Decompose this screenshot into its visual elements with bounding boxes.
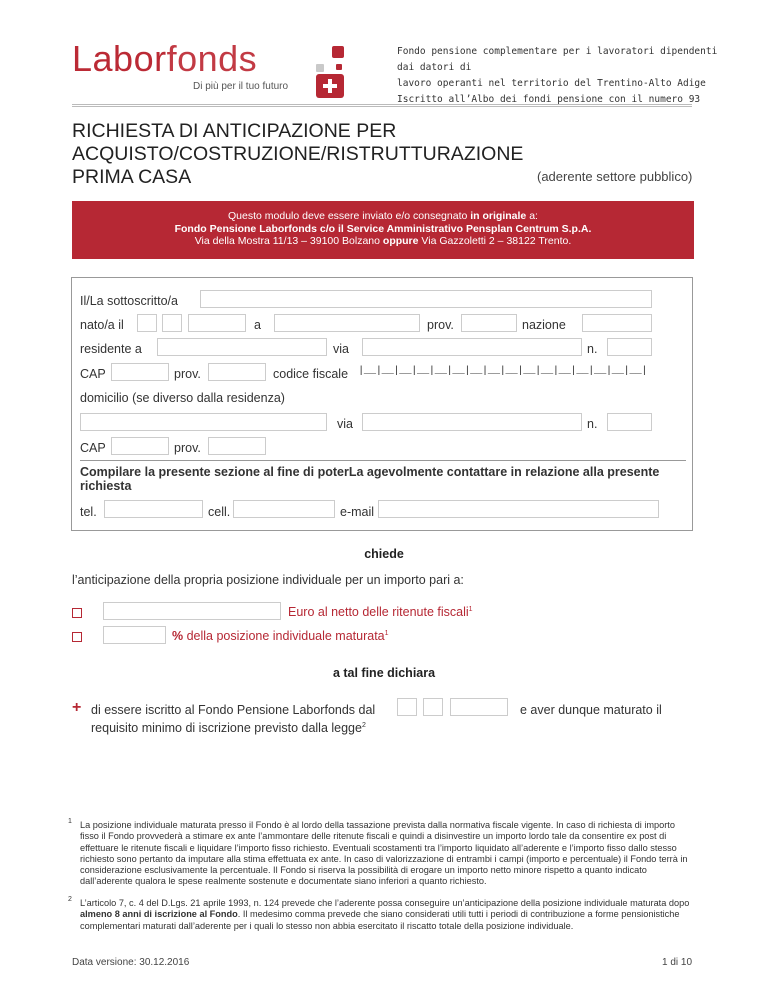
dichiara-text: di essere iscritto al Fondo Pensione Laborfonds dal requisito minimo di iscrizione previsto dalla legge$^2$ xyxy=(91,703,376,736)
percentuale-checkbox[interactable] xyxy=(72,632,82,642)
domicilio-cap-field[interactable] xyxy=(111,437,169,455)
logo-tagline: Di più per il tuo futuro xyxy=(193,81,289,92)
header-info-line: lavoro operanti nel territorio del Trentino-Alto Adige xyxy=(397,78,706,89)
cap-label: CAP xyxy=(80,367,106,381)
domicilio-field[interactable] xyxy=(80,413,327,431)
residenza-field[interactable] xyxy=(157,338,327,356)
logo-wordmark: Laborfonds xyxy=(72,38,258,79)
nato-label: nato/a il xyxy=(80,318,124,332)
numero-field[interactable] xyxy=(607,338,652,356)
prov-field[interactable] xyxy=(208,363,266,381)
birth-year-field[interactable] xyxy=(188,314,246,332)
notice-box: Questo modulo deve essere inviato e/o consegnato in originale a: Fondo Pensione Laborfonds c/o il Service Amministrativo Pensplan Centrum S.p.A. Via della Mostra 11/13 – 39100 Bolzano oppure Via Gazzoletti 2 – 38122 Trento. xyxy=(72,201,694,259)
iscrizione-year-field[interactable] xyxy=(450,698,508,716)
dichiara-heading: a tal fine dichiara xyxy=(332,666,436,680)
version-date: Data versione: 30.12.2016 xyxy=(72,957,190,968)
luogo-label: a xyxy=(254,318,261,332)
nome-field[interactable] xyxy=(200,290,652,308)
importo-checkbox[interactable] xyxy=(72,608,82,618)
cell-field[interactable] xyxy=(233,500,335,518)
plus-icon: + xyxy=(72,699,82,716)
email-field[interactable] xyxy=(378,500,659,518)
header-info xyxy=(397,44,727,108)
numero-label: n. xyxy=(587,417,598,431)
importo-label: Euro al netto delle ritenute fiscali$^1$ xyxy=(288,605,473,619)
prov-label: prov. xyxy=(427,318,454,332)
via-label: via xyxy=(333,342,349,356)
prov-label: prov. xyxy=(174,441,201,455)
domicilio-label: domicilio (se diverso dalla residenza) xyxy=(80,391,285,405)
sottoscritto-label: Il/La sottoscritto/a xyxy=(80,294,178,308)
email-label: e-mail xyxy=(340,505,375,519)
nazione-label: nazione xyxy=(522,318,566,332)
cap-field[interactable] xyxy=(111,363,169,381)
iscrizione-month-field[interactable] xyxy=(423,698,443,716)
chiede-heading: chiede xyxy=(364,547,404,561)
birth-prov-field[interactable] xyxy=(461,314,517,332)
birth-day-field[interactable] xyxy=(137,314,157,332)
page-title: RICHIESTA DI ANTICIPAZIONE PER ACQUISTO/COSTRUZIONE/RISTRUTTURAZIONE PRIMA CASA xyxy=(72,120,524,188)
domicilio-prov-field[interactable] xyxy=(208,437,266,455)
tel-field[interactable] xyxy=(104,500,203,518)
header-divider xyxy=(72,104,692,107)
via-field[interactable] xyxy=(362,338,582,356)
numero-label: n. xyxy=(587,342,598,356)
birth-month-field[interactable] xyxy=(162,314,182,332)
tel-label: tel. xyxy=(80,505,97,519)
section-divider xyxy=(80,460,686,461)
birth-place-field[interactable] xyxy=(274,314,420,332)
header-info-line: Iscritto all’Albo dei fondi pensione con il numero 93 xyxy=(397,94,701,105)
percentuale-label: % della posizione individuale maturata$^1$ xyxy=(172,629,389,643)
header-info-line: Fondo pensione complementare per i lavoratori dipendenti dai datori di xyxy=(397,46,718,73)
cell-label: cell. xyxy=(208,505,231,519)
iscrizione-day-field[interactable] xyxy=(397,698,417,716)
domicilio-via-field[interactable] xyxy=(362,413,582,431)
prov-label: prov. xyxy=(174,367,201,381)
logo-plus-icon xyxy=(312,42,352,100)
codice-fiscale-label: codice fiscale xyxy=(273,367,349,381)
codice-fiscale-field[interactable]: |__|__|__|__|__|__|__|__|__|__|__|__|__|__|__|__| xyxy=(358,365,648,377)
contact-section-heading: Compilare la presente sezione al fine di poterLa agevolmente contattare in relazione alla presente richiesta xyxy=(80,465,660,493)
domicilio-numero-field[interactable] xyxy=(607,413,652,431)
residente-label: residente a xyxy=(80,342,142,356)
footnote-1: 1 La posizione individuale maturata presso il Fondo è al lordo della tassazione prevista dalla normativa fiscale vigente. In caso di richiesta di importo fisso il Fondo provvederà a stimare ex ante l’ammontare delle ritenute fiscali e quindi a disinvestire un importo lordo tale da consentire ex post di effettuare le ritenute fiscali e liquidare l’importo fisso richiesto. Eventuali scostamenti tra l’importo liquidato all’aderente e l’importo fisso dallo stesso richiesto sono pertanto da imputare alla stima effettuata ex ante. In caso di valorizzazione di entrambi i campi (importo e percentuale) il Fondo terrà in considerazione esclusivamente la percentuale. Il Fondo si riserva la possibilità di erogare un importo netto minore rispetto a quanto indicato dall’aderente qualora le spese realmente sostenute e documentate siano inferiori a quanto richiesto. xyxy=(68,818,688,887)
importo-field[interactable] xyxy=(103,602,281,620)
page-number: 1 di 10 xyxy=(662,957,693,968)
chiede-text: l’anticipazione della propria posizione individuale per un importo pari a: xyxy=(72,573,464,587)
percentuale-field[interactable] xyxy=(103,626,166,644)
footnote-2: 2 L’articolo 7, c. 4 del D.Lgs. 21 aprile 1993, n. 124 prevede che l’aderente possa conseguire un’anticipazione della posizione individuale maturata dopo almeno 8 anni di iscrizione al Fondo. Il medesimo comma prevede che siano considerati utili tutti i periodi di contribuzione a forme pensionistiche complementari maturati dall’aderente per i quali lo stesso non abbia esercitato il riscatto totale della posizione individuale. xyxy=(68,896,690,931)
cap-label: CAP xyxy=(80,441,106,455)
page-subtitle: (aderente settore pubblico) xyxy=(537,169,693,184)
nazione-field[interactable] xyxy=(582,314,652,332)
dichiara-after: e aver dunque maturato il xyxy=(520,703,662,717)
via-label: via xyxy=(337,417,353,431)
